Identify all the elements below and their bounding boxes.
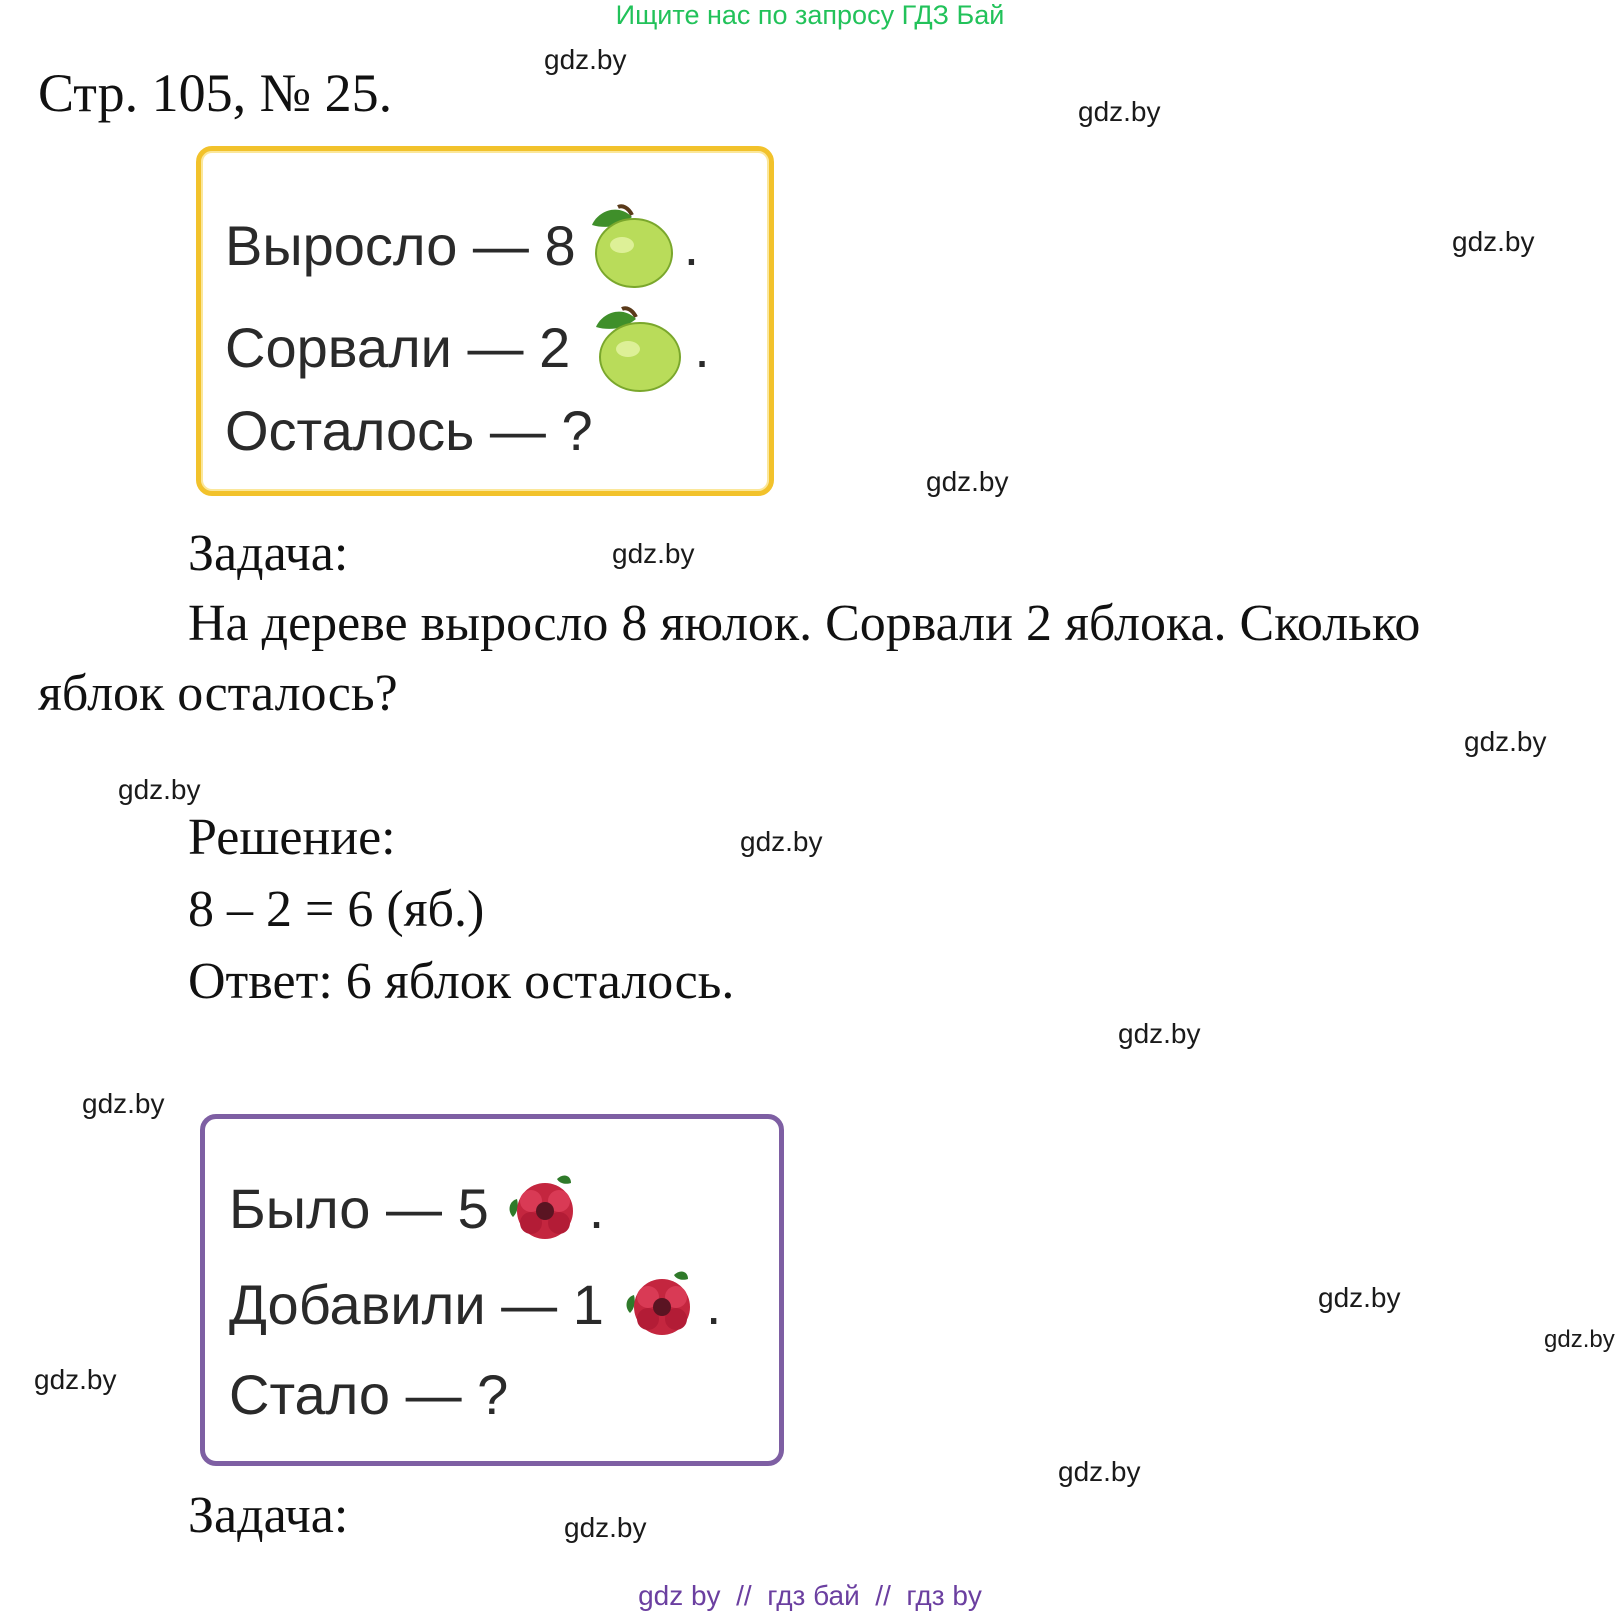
flowers-card xyxy=(200,1114,784,1466)
card-line-text: Стало — ? xyxy=(229,1363,509,1426)
watermark: gdz.by xyxy=(564,1512,647,1543)
watermark: gdz.by xyxy=(612,538,695,569)
card-line-added xyxy=(229,1267,721,1343)
watermark: gdz.by xyxy=(1078,96,1161,127)
card-line-text: Было — 5 xyxy=(229,1177,489,1240)
page-title: Стр. 105, № 25. xyxy=(38,63,393,123)
card-line-text: Осталось — ? xyxy=(225,399,593,462)
card-line-became xyxy=(229,1363,509,1426)
apples-card xyxy=(196,146,774,496)
watermark: gdz.by xyxy=(1058,1456,1141,1487)
card-line-grew xyxy=(225,203,699,289)
card-line-dot: . xyxy=(683,214,700,277)
watermark: gdz.by xyxy=(544,44,627,75)
problem-text-line-2: яблок осталось? xyxy=(38,665,398,722)
card-line-left xyxy=(225,399,593,462)
card-line-dot: . xyxy=(705,1273,722,1336)
watermark: gdz.by xyxy=(118,774,201,805)
watermark: gdz.by xyxy=(1464,726,1547,757)
watermark: gdz.by xyxy=(740,826,823,857)
watermark: gdz.by xyxy=(926,466,1009,497)
top-banner: Ищите нас по запросу ГДЗ Бай xyxy=(615,0,1005,30)
watermark: gdz.by xyxy=(1118,1018,1201,1049)
card-line-text: Сорвали — 2 xyxy=(225,316,571,379)
footer-links: gdz by // гдз бай // гдз by xyxy=(638,1580,982,1611)
card-line-dot: . xyxy=(588,1177,605,1240)
problem-heading: Задача: xyxy=(188,525,349,582)
watermark: gdz.by xyxy=(1318,1282,1401,1313)
solution-heading: Решение: xyxy=(188,809,396,866)
watermark: gdz.by xyxy=(34,1364,117,1395)
problem-heading: Задача: xyxy=(188,1487,349,1544)
problem-text-line-1: На дереве выросло 8 яюлок. Сорвали 2 яблока. Сколько xyxy=(188,595,1421,652)
apple-icon xyxy=(588,303,688,393)
card-line-was xyxy=(229,1171,604,1247)
card-line-dot: . xyxy=(694,316,710,379)
card-line-text: Добавили — 1 xyxy=(229,1273,604,1336)
watermark: gdz.by xyxy=(1544,1326,1615,1353)
solution-equation: 8 – 2 = 6 (яб.) xyxy=(188,881,485,938)
flower-icon xyxy=(622,1267,700,1343)
watermark: gdz.by xyxy=(1452,226,1535,257)
solution-answer: Ответ: 6 яблок осталось. xyxy=(188,953,735,1010)
flower-icon xyxy=(505,1171,583,1247)
card-line-picked xyxy=(225,303,710,393)
apple-icon xyxy=(588,203,678,289)
card-line-text: Выросло — 8 xyxy=(225,214,576,277)
watermark: gdz.by xyxy=(82,1088,165,1119)
